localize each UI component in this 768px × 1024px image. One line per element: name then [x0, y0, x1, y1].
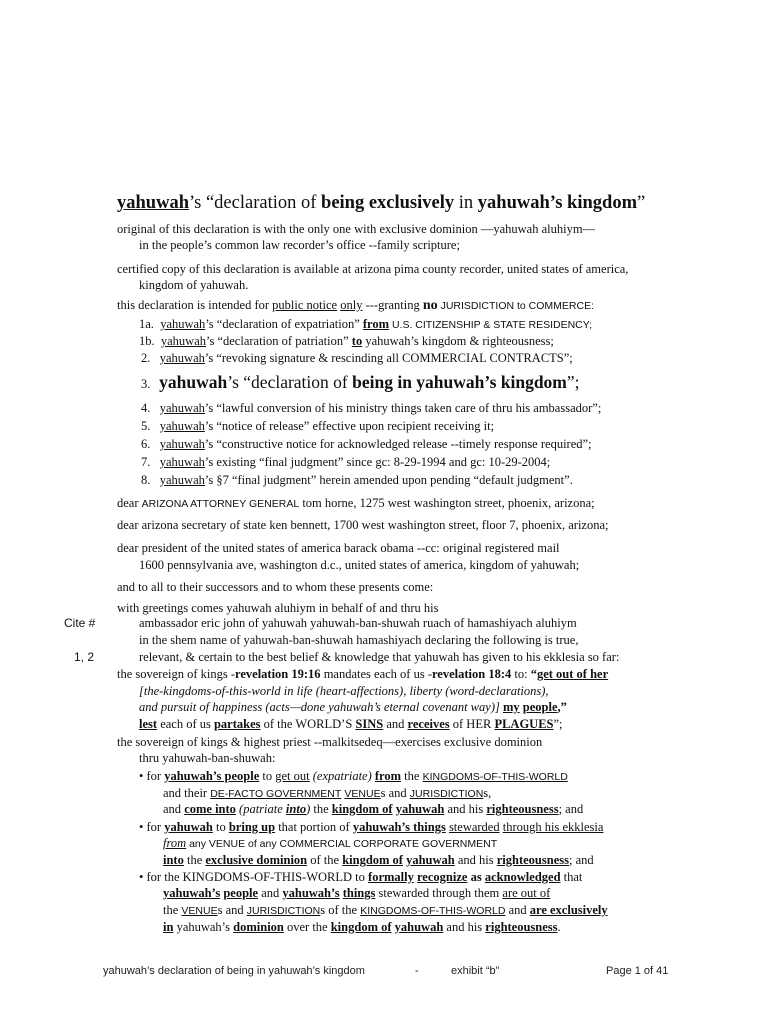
cite-label: Cite # — [64, 616, 96, 630]
greetings-line-2: ambassador eric john of yahuwah yahuwah-ban-shuwah ruach of hamashiyach aluhiym — [139, 616, 577, 630]
bullet-item-recognize: • for the KINGDOMS-OF-THIS-WORLD to formally recognize as acknowledged that — [139, 870, 583, 884]
certified-line-1: certified copy of this declaration is available at arizona pima county recorder, united states of america, — [117, 262, 629, 276]
bullet-item-bring-up: • for yahuwah to bring up that portion of yahuwah’s things stewarded through his ekklesia — [139, 820, 604, 834]
dear-president-line-1: dear president of the united states of america barack obama --cc: original registered mail — [117, 541, 560, 555]
bullet-item-get-out-line-2: and their DE-FACTO GOVERNMENT VENUEs and JURISDICTIONs, — [163, 786, 492, 800]
bullet-glyph: • — [139, 820, 144, 834]
sovereign-priest-line-2: thru yahuwah-ban-shuwah: — [139, 751, 276, 765]
certified-line-2: kingdom of yahuwah. — [139, 278, 249, 292]
list-item-1b: 1b. yahuwah’s “declaration of patriation” to yahuwah’s kingdom & righteousness; — [139, 334, 554, 348]
dear-attorney-general: dear ARIZONA ATTORNEY GENERAL tom horne, 1275 west washington street, phoenix, arizona; — [117, 496, 595, 510]
bullet-glyph: • — [139, 769, 144, 783]
greetings-line-3: in the shem name of yahuwah-ban-shuwah hamashiyach declaring the following is true, — [139, 633, 579, 647]
dear-president-line-2: 1600 pennsylvania ave, washington d.c., united states of america, kingdom of yahuwah; — [139, 558, 580, 572]
title-yahuwah: yahuwah — [117, 193, 189, 213]
greetings-line-1: with greetings comes yahuwah aluhiym in behalf of and thru his — [117, 601, 439, 615]
original-line-1: original of this declaration is with the only one with exclusive dominion —yahuwah aluhiym— — [117, 222, 596, 236]
sovereign-revelation-line: the sovereign of kings -revelation 19:16 mandates each of us -revelation 18:4 to: “get out of her — [117, 667, 609, 681]
original-line-2: in the people’s common law recorder’s office --family scripture; — [139, 238, 460, 252]
dear-secretary-of-state: dear arizona secretary of state ken bennett, 1700 west washington street, floor 7, phoenix, arizona; — [117, 518, 609, 532]
list-item-3: 3. yahuwah’s “declaration of being in yahuwah’s kingdom”; — [141, 372, 580, 392]
document-title: yahuwah’s “declaration of being exclusively in yahuwah’s kingdom” — [117, 193, 646, 213]
footer-dash: - — [415, 965, 419, 977]
bullet-glyph: • — [139, 870, 144, 884]
bullet-item-get-out-line-3: and come into (patriate into) the kingdom of yahuwah and his righteousness; and — [163, 802, 584, 816]
bullet-item-bring-up-line-2: from any VENUE of any COMMERCIAL CORPORATE GOVERNMENT — [163, 836, 498, 850]
list-item-7: 7. yahuwah’s existing “final judgment” since gc: 8-29-1994 and gc: 10-29-2004; — [141, 455, 551, 469]
pursuit-line: and pursuit of happiness (acts—done yahuwah’s eternal covenant way)] my people,” — [139, 700, 567, 714]
bullet-item-recognize-line-3: the VENUEs and JURISDICTIONs of the KINGDOMS-OF-THIS-WORLD and are exclusively — [163, 903, 608, 917]
list-item-8: 8. yahuwah’s §7 “final judgment” herein amended upon pending “default judgment”. — [141, 473, 573, 487]
greetings-line-4: relevant, & certain to the best belief & knowledge that yahuwah has given to his ekklesia so far: — [139, 650, 620, 664]
bullet-item-recognize-line-4: in yahuwah’s dominion over the kingdom of yahuwah and his righteousness. — [163, 920, 561, 934]
list-item-6: 6. yahuwah’s “constructive notice for acknowledged release --timely response required”; — [141, 437, 592, 451]
footer-exhibit: exhibit “b” — [451, 965, 500, 977]
lest-line: lest each of us partakes of the WORLD’S SINS and receives of HER PLAGUES”; — [139, 717, 563, 731]
successors-line: and to all to their successors and to whom these presents come: — [117, 580, 434, 594]
footer-page-number: Page 1 of 41 — [606, 965, 669, 977]
bullet-item-recognize-line-2: yahuwah’s people and yahuwah’s things stewarded through them are out of — [163, 886, 551, 900]
footer-title: yahuwah’s declaration of being in yahuwah’s kingdom — [103, 965, 365, 977]
bullet-item-get-out: • for yahuwah’s people to get out (expatriate) from the KINGDOMS-OF-THIS-WORLD — [139, 769, 568, 783]
list-item-2: 2. yahuwah’s “revoking signature & rescinding all COMMERCIAL CONTRACTS”; — [141, 351, 573, 365]
sovereign-priest-line-1: the sovereign of kings & highest priest --malkitsedeq—exercises exclusive dominion — [117, 735, 543, 749]
list-item-4: 4. yahuwah’s “lawful conversion of his ministry things taken care of thru his ambassador”; — [141, 401, 602, 415]
list-item-5: 5. yahuwah’s “notice of release” effective upon recipient receiving it; — [141, 419, 495, 433]
list-item-1a: 1a. yahuwah’s “declaration of expatriation” from U.S. CITIZENSHIP & STATE RESIDENCY; — [139, 317, 592, 331]
cite-refs: 1, 2 — [74, 650, 95, 664]
bullet-item-bring-up-line-3: into the exclusive dominion of the kingdom of yahuwah and his righteousness; and — [163, 853, 594, 867]
kingdoms-bracket-line: [the-kingdoms-of-this-world in life (heart-affections), liberty (word-declarations), — [139, 684, 549, 698]
public-notice-line: this declaration is intended for public notice only ---granting no JURISDICTION to COMMERCE: — [117, 298, 594, 313]
